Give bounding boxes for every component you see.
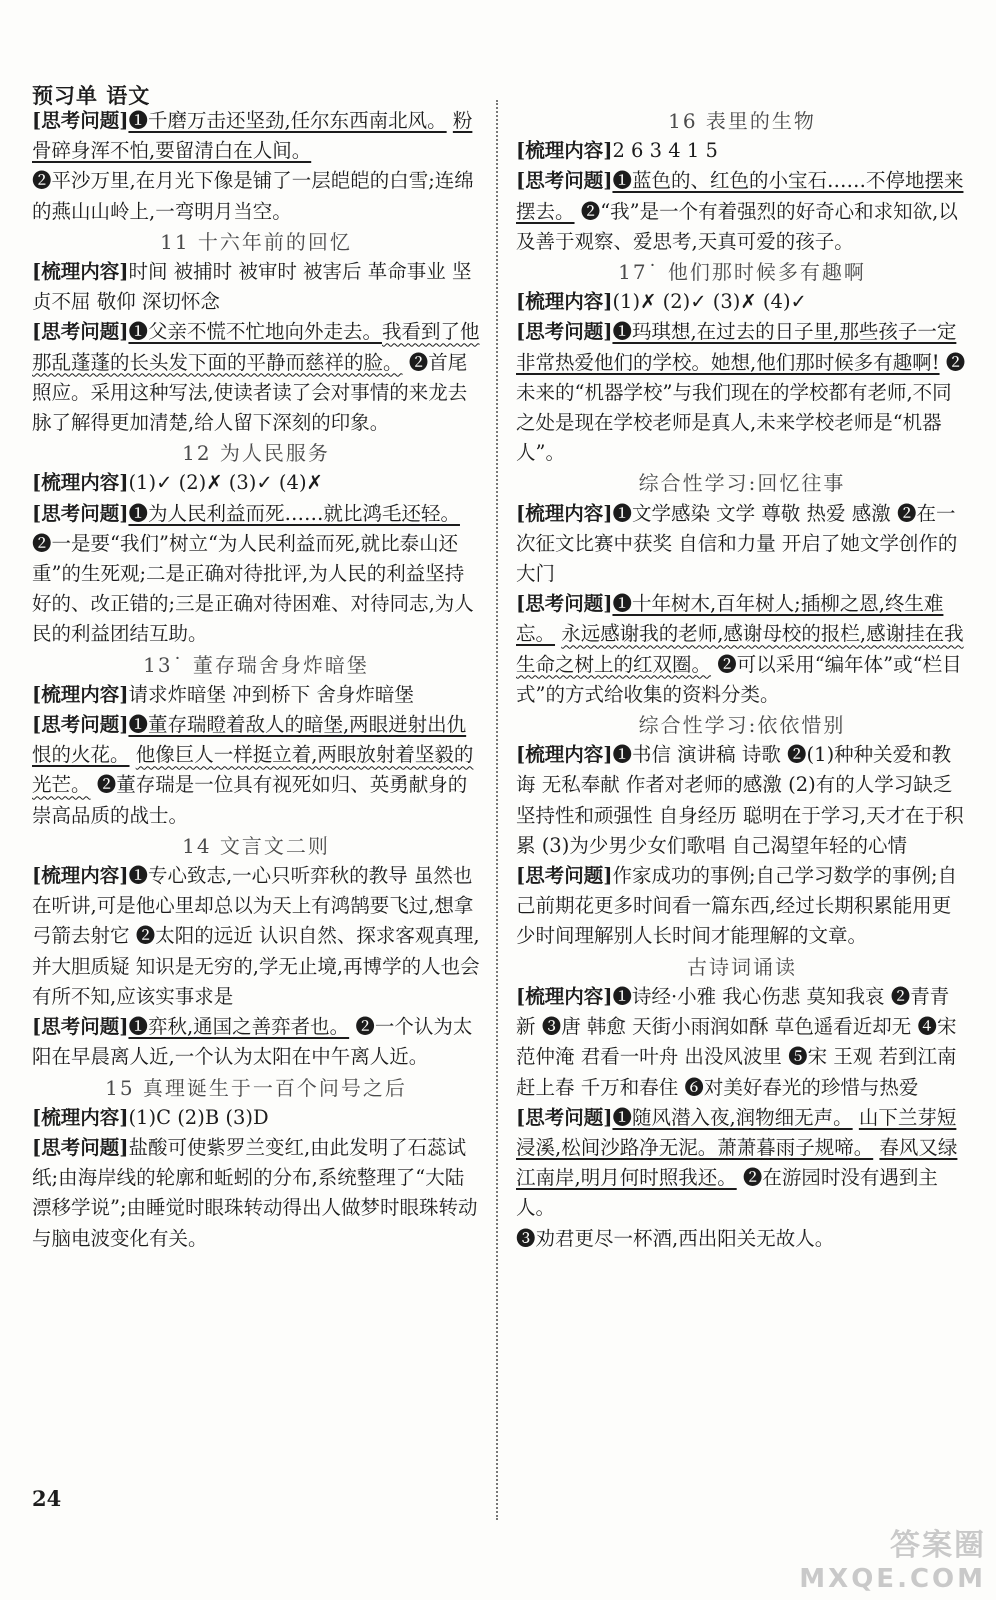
answer-text: (1)✓ (2)✗ (3)✓ (4)✗: [128, 471, 323, 495]
section-tag: [思考问题]: [32, 1135, 129, 1159]
section-tag: [思考问题]: [32, 1015, 129, 1039]
block-gushi-questions: [516, 1103, 968, 1254]
section-title-15: 15 真理诞生于一百个问号之后: [105, 1075, 407, 1100]
block-xibie-content: [516, 740, 968, 861]
section-tag: [梳理内容]: [516, 139, 613, 163]
block-14-questions: [32, 1012, 480, 1072]
answer-wavy: 他像巨人一样挺立着,两眼放射着坚毅的光芒。: [32, 743, 474, 797]
answer-text: 盐酸可使紫罗兰变红,由此发明了石蕊试纸;由海岸线的轮廓和蚯蚓的分布,系统整理了“大陆漂移学说”;由睡觉时眼珠转动得出人做梦时眼珠转动与脑电波变化有关。: [32, 1135, 478, 1250]
section-title-12: 12 为人民服务: [182, 441, 330, 466]
block-12-questions: [32, 499, 480, 650]
answer-underlined: 春风又绿江南岸,明月何时照我还。: [516, 1135, 958, 1190]
block-11-content: [32, 257, 480, 317]
section-tag: [思考问题]: [32, 713, 129, 737]
watermark-logo: [799, 1520, 986, 1594]
block-13-questions: [32, 710, 480, 831]
section-title-gushi: 古诗词诵读: [687, 954, 797, 979]
answer-underlined: 粉骨碎身浑不怕,要留清白在人间。: [32, 109, 473, 163]
answer-text: ❸劝君更尽一杯酒,西出阳关无故人。: [516, 1226, 835, 1250]
answer-text: 时间 被捕时 被审时 被害后 革命事业 坚贞不屈 敬仰 深切怀念: [32, 260, 472, 314]
section-tag: [思考问题]: [516, 1105, 613, 1129]
answer-underlined: ❶为人民利益而死……就比鸿毛还轻。: [128, 501, 460, 525]
section-title-13: 13˙ 董存瑞舍身炸暗堡: [143, 652, 369, 677]
section-tag: [梳理内容]: [32, 260, 129, 284]
answer-underlined: ❶随风潜入夜,润物细无声。: [612, 1105, 853, 1129]
answer-text: ❶诗经·小雅 我心伤悲 莫知我哀 ❷青青 新 ❸唐 韩愈 天街小雨润如酥 草色遥看近却无 ❹宋 范仲淹 君看一叶舟 出没风波里 ❺宋 王观 若到江南赶上春 千万和春住 ❻对美好春光的珍惜与热爱: [516, 984, 957, 1099]
answer-text: ❷平沙万里,在月光下像是铺了一层皑皑的白雪;连绵的燕山山岭上,一弯明月当空。: [32, 169, 474, 223]
answer-text: (1)C (2)B (3)D: [128, 1105, 269, 1129]
answer-text: ❷“我”是一个有着强烈的好奇心和求知欲,以及善于观察、爱思考,天真可爱的孩子。: [516, 199, 958, 253]
block-huiyi-content: [516, 499, 968, 590]
block-16-content: [516, 136, 968, 166]
block-13-content: [32, 680, 480, 710]
answer-text: ❷一是要“我们”树立“为人民利益而死,就比泰山还重”的生死观;二是正确对待批评,为人民的利益坚持好的、改正错的;三是正确对待困难、对待同志,为人民的利益团结互助。: [32, 531, 474, 646]
answer-underlined: 山下兰芽短浸溪,松间沙路净无泥。萧萧暮雨子规啼。: [516, 1105, 957, 1159]
block-11-questions: [32, 317, 480, 438]
section-tag: [思考问题]: [32, 109, 129, 132]
answer-text: 2 6 3 4 1 5: [612, 139, 718, 163]
block-16-questions: [516, 166, 968, 257]
watermark-logo-text: 答案圈: [890, 1528, 986, 1563]
watermark-domain: MXQE.COM: [799, 1564, 986, 1594]
section-title-17: 17˙ 他们那时候多有趣啊: [618, 260, 866, 285]
block-gushi-content: [516, 982, 968, 1103]
page-header: 预习单 语文: [32, 84, 151, 108]
column-divider: [496, 100, 498, 1520]
right-column: [516, 106, 968, 1254]
section-tag: [梳理内容]: [32, 682, 129, 706]
section-tag: [思考问题]: [516, 320, 613, 344]
block-15-questions: [32, 1133, 480, 1254]
section-title-xibie: 综合性学习:依依惜别: [638, 713, 846, 738]
section-tag: [思考问题]: [516, 592, 613, 616]
block-14-content: [32, 861, 480, 1012]
answer-text: 作家成功的事例;自己学习数学的事例;自己前期花更多时间看一篇东西,经过长期积累能用更少时间理解别人长时间才能理解的文章。: [516, 864, 958, 948]
section-tag: [思考问题]: [32, 320, 129, 344]
section-title-11: 11 十六年前的回忆: [160, 229, 352, 254]
block-huiyi-questions: [516, 589, 968, 710]
section-tag: [梳理内容]: [516, 501, 613, 525]
answer-underlined: ❶弈秋,通国之善弈者也。: [128, 1015, 350, 1039]
answer-underlined: ❶蓝色的、红色的小宝石……不停地摆来摆去。: [516, 169, 964, 223]
left-column: [32, 106, 480, 1254]
answer-wavy: 我看到了他那乱蓬蓬的长头发下面的平静而慈祥的脸。: [32, 320, 480, 374]
answer-text: ❷在游园时没有遇到主人。: [516, 1166, 938, 1220]
answer-text: ❷首尾照应。采用这种写法,使读者读了会对事情的来龙去脉了解得更加清楚,给人留下深刻的印象。: [32, 350, 468, 435]
answer-underlined: ❶千磨万击还坚劲,任尔东西南北风。: [128, 109, 447, 132]
answer-text: ❷可以采用“编年体”或“栏目式”的方式给收集的资料分类。: [516, 652, 962, 706]
section-title-huiyi: 综合性学习:回忆往事: [638, 471, 846, 496]
answer-underlined: ❶董存瑞瞪着敌人的暗堡,两眼迸射出仇恨的火花。: [32, 713, 467, 767]
section-tag: [梳理内容]: [516, 290, 613, 314]
answer-underlined: ❶父亲不慌不忙地向外走去。: [128, 320, 382, 344]
answer-text: 请求炸暗堡 冲到桥下 舍身炸暗堡: [128, 682, 414, 706]
section-title-16: 16 表里的生物: [668, 109, 816, 133]
block-poem-questions: [32, 106, 480, 227]
answer-text: ❶专心致志,一心只听弈秋的教导 虽然也在听讲,可是他心里却总以为天上有鸿鹄要飞过,想拿弓箭去射它 ❷太阳的远近 认识自然、探求客观真理,并大胆质疑 知识是无穷的,学无止境,再博学的人也会有所不知,应该实事求是: [32, 864, 480, 1008]
block-17-questions: [516, 317, 968, 468]
section-tag: [梳理内容]: [32, 1105, 129, 1129]
answer-underlined: ❶十年树木,百年树人;插柳之恩,终生难忘。: [516, 592, 944, 646]
answer-text: ❷董存瑞是一位具有视死如归、英勇献身的崇高品质的战士。: [32, 773, 468, 827]
section-tag: [梳理内容]: [516, 984, 613, 1008]
block-12-content: [32, 468, 480, 498]
section-tag: [思考问题]: [32, 501, 129, 525]
block-xibie-questions: [516, 861, 968, 952]
section-tag: [思考问题]: [516, 169, 613, 193]
answer-text: (1)✗ (2)✓ (3)✗ (4)✓: [612, 290, 807, 314]
section-tag: [梳理内容]: [516, 743, 613, 767]
answer-text: ❷未来的“机器学校”与我们现在的学校都有老师,不同之处是现在学校老师是真人,未来学校老师是“机器人”。: [516, 350, 966, 465]
section-tag: [思考问题]: [516, 864, 613, 888]
answer-text: ❶书信 演讲稿 诗歌 ❷(1)种种关爱和教诲 无私奉献 作者对老师的感激 (2)有的人学习缺乏坚持性和顽强性 自身经历 聪明在于学习,天才在于积累 (3)为少男少女们歌唱 自己渴望年轻的心情: [516, 743, 964, 857]
section-tag: [梳理内容]: [32, 471, 129, 495]
page-number: 24: [32, 1486, 62, 1511]
block-17-content: [516, 287, 968, 317]
section-tag: [梳理内容]: [32, 864, 129, 888]
answer-text: ❶文学感染 文学 尊敬 热爱 感激 ❷在一次征文比赛中获奖 自信和力量 开启了她文学创作的大门: [516, 501, 958, 586]
answer-text: ❷一个认为太阳在早晨离人近,一个认为太阳在中午离人近。: [32, 1015, 473, 1069]
section-title-14: 14 文言文二则: [182, 833, 330, 858]
answer-wavy: 永远感谢我的老师,感谢母校的报栏,感谢挂在我生命之树上的红双圈。: [516, 622, 964, 676]
block-15-content: [32, 1103, 480, 1133]
answer-underlined: ❶玛琪想,在过去的日子里,那些孩子一定非常热爱他们的学校。她想,他们那时候多有趣啊!: [516, 320, 957, 374]
